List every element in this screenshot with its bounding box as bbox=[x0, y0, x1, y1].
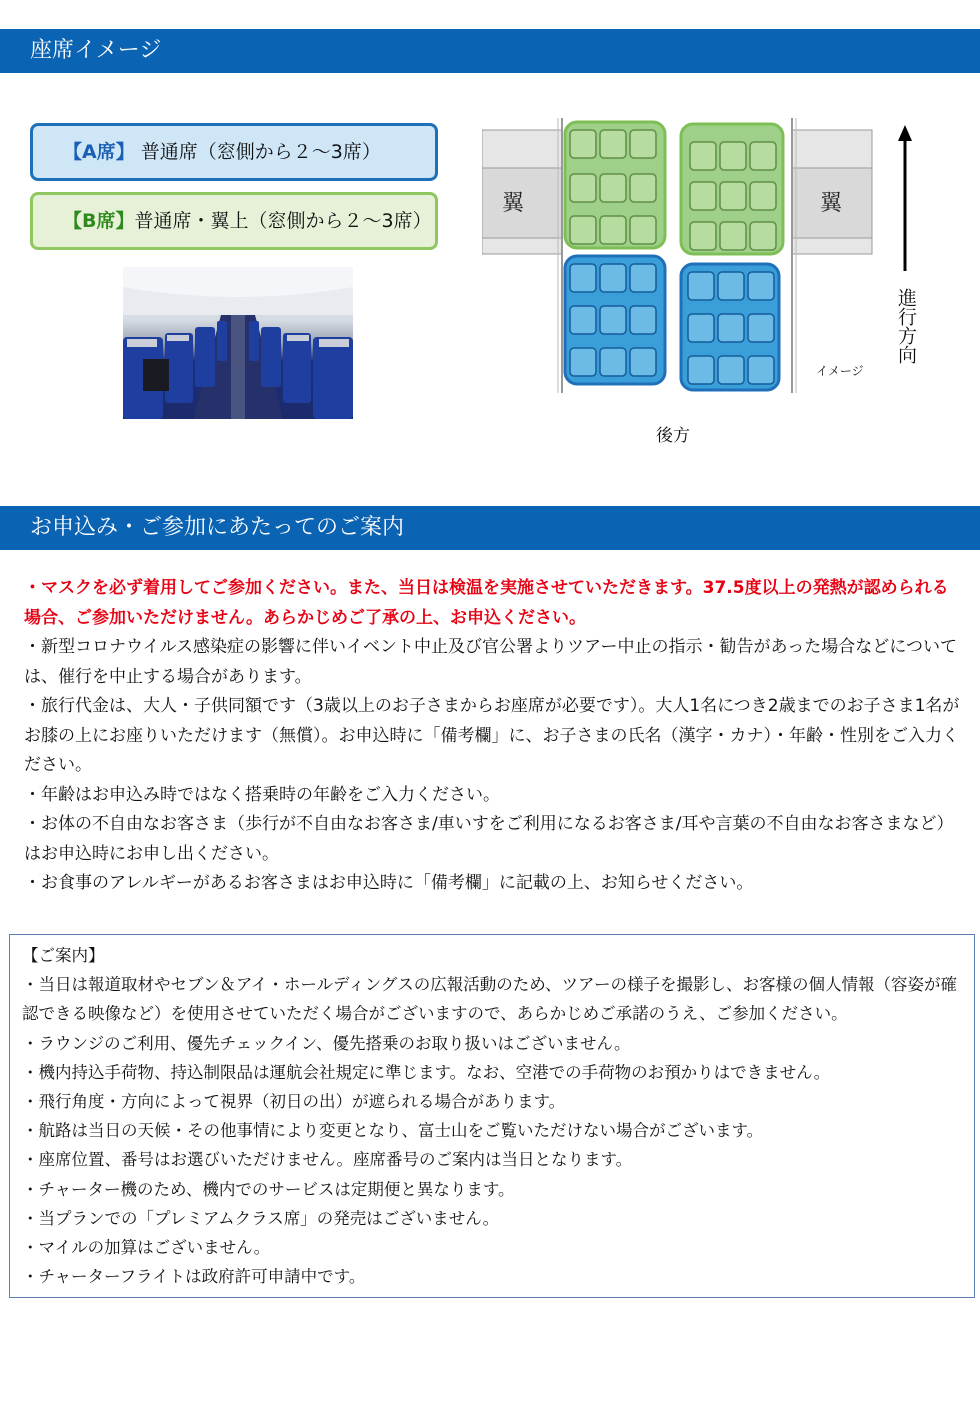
seat-type-b-box bbox=[30, 192, 438, 250]
info-item: ・チャーター機のため、機内でのサービスは定期便と異なります。 bbox=[22, 1179, 515, 1199]
cabin-interior-photo bbox=[123, 267, 353, 419]
info-item: ・ラウンジのご利用、優先チェックイン、優先搭乗のお取り扱いはございません。 bbox=[22, 1033, 631, 1053]
seat-a-description: 普通席（窓側から２～3席） bbox=[140, 141, 381, 163]
wing-left-label: 翼 bbox=[502, 191, 525, 216]
seat-type-a-box bbox=[30, 123, 438, 181]
info-box bbox=[9, 934, 975, 1298]
info-item: ・チャーターフライトは政府許可申請中です。 bbox=[22, 1267, 366, 1287]
section-header-seat-image bbox=[0, 29, 980, 73]
section-title: 座席イメージ bbox=[30, 38, 162, 63]
seat-b-tag: 【B席】 bbox=[63, 210, 135, 232]
forward-arrow-icon bbox=[896, 125, 914, 273]
info-heading: 【ご案内】 bbox=[22, 946, 105, 965]
wing-right-label: 翼 bbox=[820, 191, 843, 216]
info-item: ・当日は報道取材やセブン＆アイ・ホールディングスの広報活動のため、ツアーの様子を撮影し、お客様の個人情報（容姿が確認できる映像など）を使用させていただく場合がございますので、あらかじめご承諾のうえ、ご参加ください。 bbox=[22, 975, 958, 1024]
info-item: ・当プランでの「プレミアムクラス席」の発売はございません。 bbox=[22, 1208, 500, 1228]
notice-item: ・お体の不自由なお客さま（歩行が不自由なお客さま/車いすをご利用になるお客さま/耳や言葉の不自由なお客さまなど）はお申込時にお申し出ください。 bbox=[24, 814, 954, 864]
direction-of-travel-label: 進行方向 bbox=[895, 288, 917, 364]
rear-label: 後方 bbox=[656, 426, 690, 446]
mask-warning: ・マスクを必ず着用してご参加ください。また、当日は検温を実施させていただきます。37.5度以上の発熱が認められる場合、ご参加いただけません。あらかじめご了承の上、お申込ください。 bbox=[24, 578, 949, 628]
image-note-label: イメージ bbox=[816, 364, 864, 378]
seat-a-tag: 【A席】 bbox=[63, 141, 135, 163]
notice-item: ・年齢はお申込み時ではなく搭乗時の年齢をご入力ください。 bbox=[24, 784, 500, 805]
notice-item: ・お食事のアレルギーがあるお客さまはお申込時に「備考欄」に記載の上、お知らせください。 bbox=[24, 873, 754, 893]
section-header-application-guide bbox=[0, 506, 980, 550]
seat-b-description: 普通席・翼上（窓側から２～3席） bbox=[134, 210, 432, 232]
section-title: お申込み・ご参加にあたってのご案内 bbox=[30, 515, 405, 540]
info-item: ・マイルの加算はございません。 bbox=[22, 1238, 271, 1258]
info-item: ・機内持込手荷物、持込制限品は運航会社規定に準じます。なお、空港での手荷物のお預かりはできません。 bbox=[22, 1062, 831, 1082]
notice-item: ・新型コロナウイルス感染症の影響に伴いイベント中止及び官公署よりツアー中止の指示・勧告があった場合などについては、催行を中止する場合があります。 bbox=[24, 637, 957, 687]
info-item: ・座席位置、番号はお選びいただけません。座席番号のご案内は当日となります。 bbox=[22, 1150, 633, 1170]
info-item: ・航路は当日の天候・その他事情により変更となり、富士山をご覧いただけない場合がございます。 bbox=[22, 1121, 764, 1141]
notice-item: ・旅行代金は、大人・子供同額です（3歳以上のお子さまからお座席が必要です）。大人1名につき2歳までのお子さま1名がお膝の上にお座りいただけます（無償）。お申込時に「備考欄」に、お子さまの氏名（漢字・カナ）・年齢・性別をご入力ください。 bbox=[24, 696, 960, 775]
seat-map-diagram bbox=[482, 118, 882, 398]
notice-list bbox=[24, 574, 960, 899]
info-item: ・飛行角度・方向によって視界（初日の出）が遮られる場合があります。 bbox=[22, 1092, 566, 1112]
